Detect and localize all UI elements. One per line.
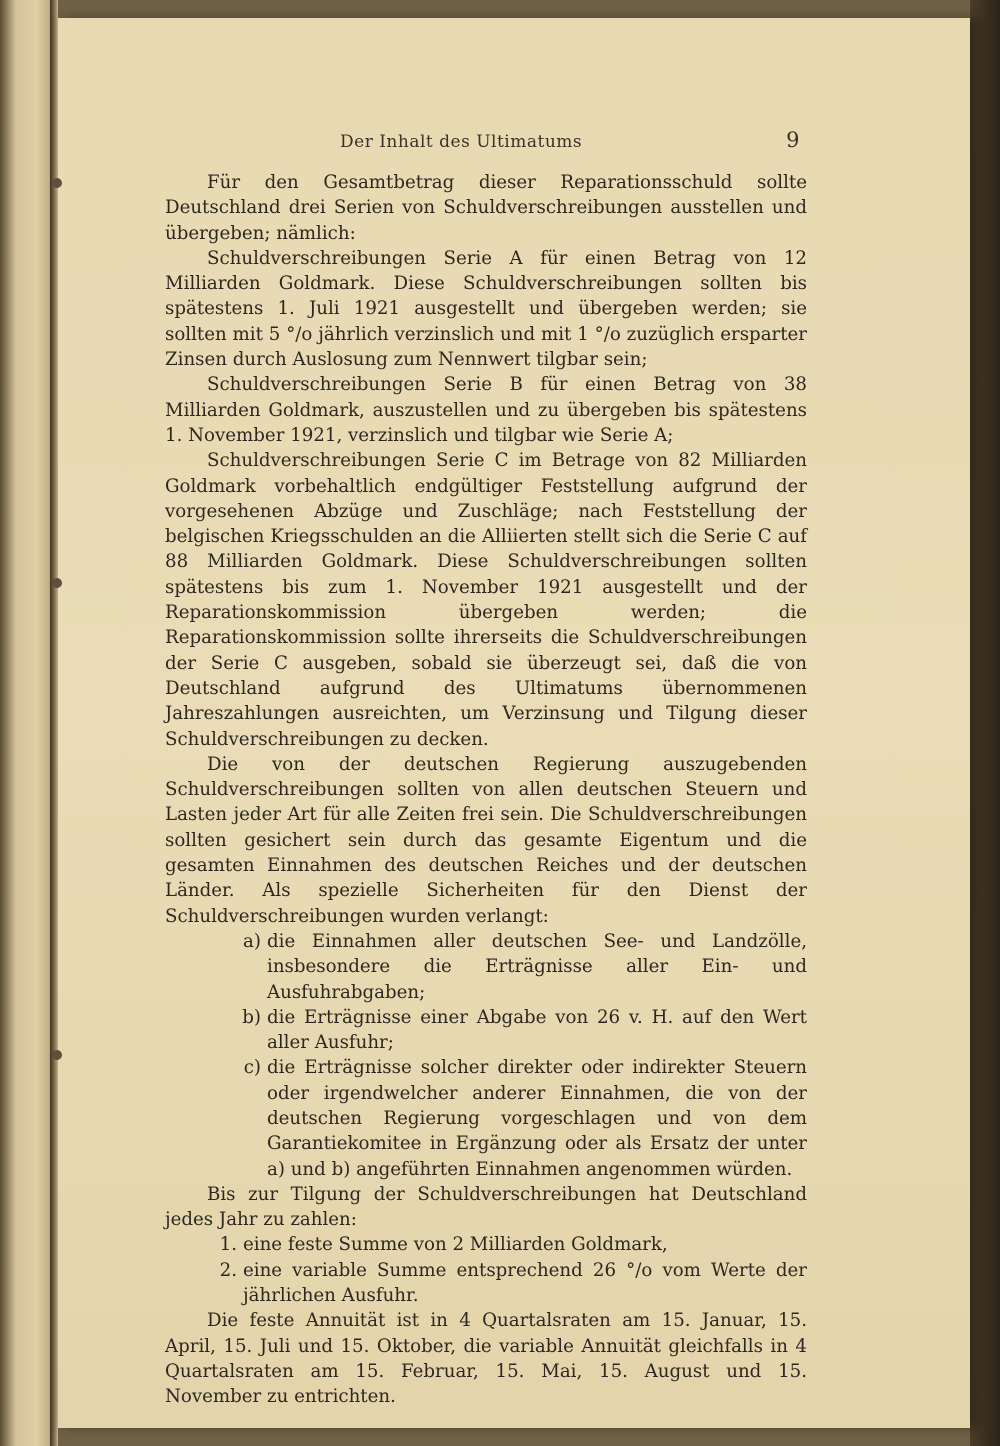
list-item-text: die Erträgnisse einer Abgabe von 26 v. H. auf den Wert aller Ausfuhr; bbox=[267, 1006, 807, 1054]
paragraph: Schuldverschreibungen Serie C im Betrage von 82 Milliarden Goldmark vorbehaltlich endgültiger Feststellung aufgrund der vorgesehenen Abzüge und Zuschläge; nach Feststellung der belgischen Kriegsschulden an die Alliierten stellt sich die Serie C auf 88 Milliarden Goldmark. Diese Schuldverschreibungen sollten spätestens bis zum 1. November 1921 ausgestellt und der Reparationskommission übergeben werden; die Reparationskommission sollte ihrerseits die Schuldverschreibungen der Serie C ausgeben, sobald sie überzeugt sei, daß die von Deutschland aufgrund des Ultimatums übernommenen Jahreszahlungen ausreichten, um Verzinsung und Tilgung dieser Schuldverschreibungen zu decken. bbox=[165, 450, 807, 750]
list-item-text: die Erträgnisse solcher direkter oder indirekter Steuern oder irgendwelcher anderer Einnahmen, die von der deutschen Regierung vorgeschlagen und von dem Garantiekomitee in Ergänzung oder als Ersatz der unter a) und b) angeführten Einnahmen angenommen würden. bbox=[267, 1057, 807, 1180]
list-item-label: b) bbox=[242, 1006, 261, 1028]
paragraph: Für den Gesamtbetrag dieser Reparationsschuld sollte Deutschland drei Serien von Schuldverschreibungen ausstellen und übergeben; nämlich: bbox=[165, 172, 807, 244]
list-item bbox=[165, 1055, 807, 1181]
list-item bbox=[165, 929, 807, 1005]
scan-background-edge bbox=[970, 0, 1000, 1446]
list-item-text: eine variable Summe entsprechend 26 °/o vom Werte der jährlichen Ausfuhr. bbox=[243, 1259, 807, 1307]
list-item-text: eine feste Summe von 2 Milliarden Goldmark, bbox=[243, 1234, 668, 1256]
running-header-title: Der Inhalt des Ultimatums bbox=[340, 132, 583, 152]
paragraph: Schuldverschreibungen Serie B für einen Betrag von 38 Milliarden Goldmark, auszustellen und zu übergeben bis spätestens 1. November 1921, verzinslich und tilgbar wie Serie A; bbox=[165, 374, 807, 446]
list-item-label: c) bbox=[243, 1057, 261, 1079]
previous-page-edge bbox=[0, 0, 52, 1446]
list-item-label: 1. bbox=[219, 1234, 237, 1256]
paragraph: Schuldverschreibungen Serie A für einen Betrag von 12 Milliarden Goldmark. Diese Schuldverschreibungen sollten bis spätestens 1. Juli 1921 ausgestellt und übergeben werden; sie sollten mit 5 °/o jährlich verzinslich und mit 1 °/o zuzüglich ersparter Zinsen durch Auslosung zum Nennwert tilgbar sein; bbox=[165, 247, 807, 371]
securities-list bbox=[165, 929, 807, 1182]
payments-list bbox=[165, 1232, 807, 1308]
paragraph: Bis zur Tilgung der Schuldverschreibungen hat Deutschland jedes Jahr zu zahlen: bbox=[165, 1183, 807, 1231]
list-item-text: die Einnahmen aller deutschen See- und Landzölle, insbesondere die Erträgnisse aller Ein- und Ausfuhrabgaben; bbox=[267, 930, 807, 1003]
binding-hole bbox=[52, 178, 62, 188]
list-item-label: 2. bbox=[219, 1259, 237, 1281]
list-item bbox=[165, 1258, 807, 1309]
book-gutter bbox=[50, 0, 58, 1446]
list-item bbox=[165, 1005, 807, 1056]
page-number: 9 bbox=[786, 128, 800, 152]
list-item bbox=[165, 1232, 807, 1257]
paragraph: Die feste Annuität ist in 4 Quartalsraten am 15. Januar, 15. April, 15. Juli und 15. Oktober, die variable Annuität gleichfalls in 4 Quartalsraten am 15. Februar, 15. Mai, 15. August und 15. November zu entrichten. bbox=[165, 1310, 807, 1408]
binding-hole bbox=[52, 1050, 62, 1060]
list-item-label: a) bbox=[243, 930, 261, 952]
paragraph: Die von der deutschen Regierung auszugebenden Schuldverschreibungen sollten von allen deutschen Steuern und Lasten jeder Art für alle Zeiten frei sein. Die Schuldverschreibungen sollten gesichert sein durch das gesamte Eigentum und die gesamten Einnahmen des deutschen Reiches und der deutschen Länder. Als spezielle Sicherheiten für den Dienst der Schuldverschreibungen wurden verlangt: bbox=[165, 753, 807, 927]
page-body bbox=[165, 170, 807, 1410]
binding-hole bbox=[52, 578, 62, 588]
